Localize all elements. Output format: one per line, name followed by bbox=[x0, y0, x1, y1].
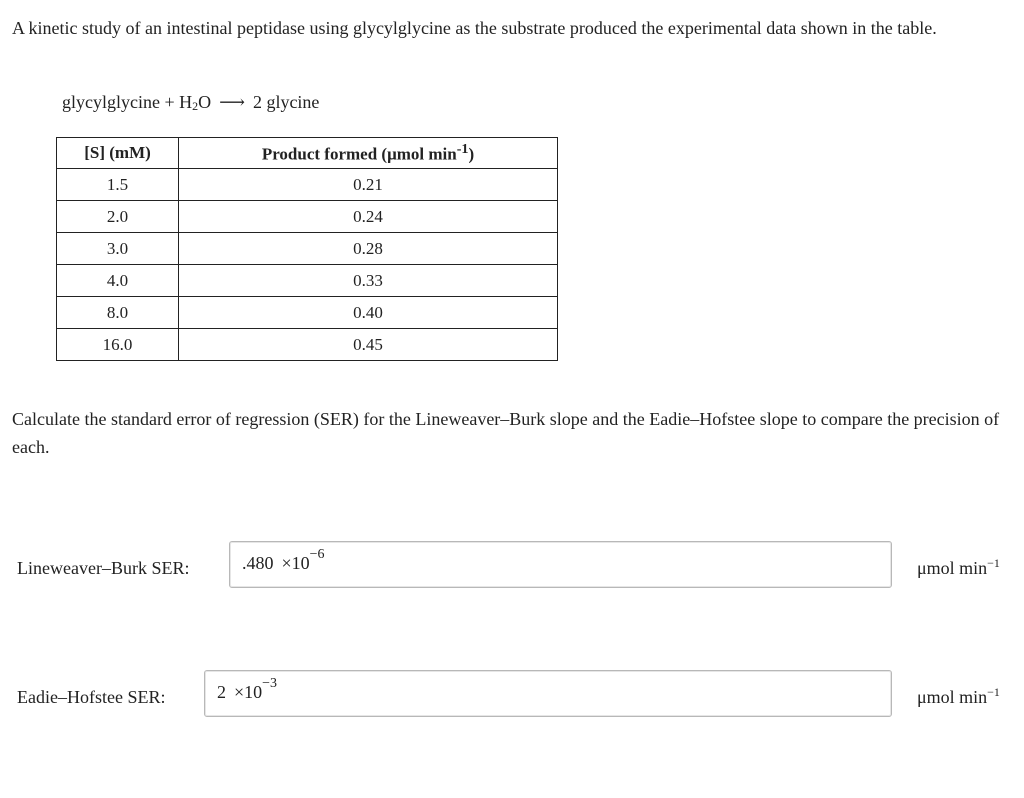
cell-product: 0.24 bbox=[179, 201, 558, 233]
lineweaver-burk-label: Lineweaver–Burk SER: bbox=[17, 558, 190, 578]
cell-substrate: 8.0 bbox=[57, 297, 179, 329]
equation-reactant-tail: O bbox=[198, 92, 212, 112]
equation-reactant: glycylglycine + H bbox=[62, 92, 193, 112]
eadie-hofstee-mantissa: 2 bbox=[217, 682, 226, 702]
eadie-hofstee-exponent: −3 bbox=[262, 676, 278, 691]
eadie-hofstee-label: Eadie–Hofstee SER: bbox=[17, 687, 166, 707]
cell-product: 0.28 bbox=[179, 233, 558, 265]
eadie-hofstee-unit bbox=[917, 685, 1000, 709]
eadie-hofstee-unit-text: μmol min bbox=[917, 687, 988, 707]
table-row bbox=[57, 201, 558, 233]
header-product-formed bbox=[179, 138, 558, 169]
equation-subscript: 2 bbox=[192, 99, 199, 113]
cell-substrate: 1.5 bbox=[57, 169, 179, 201]
lineweaver-burk-times: ×10 bbox=[281, 553, 310, 573]
reaction-arrow-icon: ⟶ bbox=[219, 92, 245, 112]
header-product-close: ) bbox=[468, 144, 475, 164]
problem-intro: A kinetic study of an intestinal peptidase using glycylglycine as the substrate produced the experimental data shown in the table. bbox=[12, 18, 937, 38]
lineweaver-burk-exponent: −6 bbox=[309, 547, 325, 562]
header-product-sup: -1 bbox=[456, 141, 469, 158]
cell-product: 0.21 bbox=[179, 169, 558, 201]
table-row bbox=[57, 329, 558, 361]
cell-product: 0.40 bbox=[179, 297, 558, 329]
lineweaver-burk-answer-value bbox=[242, 547, 325, 574]
eadie-hofstee-answer-value bbox=[217, 676, 278, 703]
eadie-hofstee-unit-sup: −1 bbox=[987, 685, 1000, 699]
table-row bbox=[57, 169, 558, 201]
lineweaver-burk-unit-sup: −1 bbox=[987, 556, 1000, 570]
table-row bbox=[57, 233, 558, 265]
kinetics-data-table bbox=[56, 137, 558, 361]
eadie-hofstee-times: ×10 bbox=[234, 682, 263, 702]
reaction-equation bbox=[62, 88, 319, 118]
table-row bbox=[57, 265, 558, 297]
cell-substrate: 16.0 bbox=[57, 329, 179, 361]
cell-substrate: 2.0 bbox=[57, 201, 179, 233]
cell-product: 0.45 bbox=[179, 329, 558, 361]
cell-substrate: 4.0 bbox=[57, 265, 179, 297]
cell-product: 0.33 bbox=[179, 265, 558, 297]
table-header-row bbox=[57, 138, 558, 169]
lineweaver-burk-unit-text: μmol min bbox=[917, 558, 988, 578]
question-text: Calculate the standard error of regression (SER) for the Lineweaver–Burk slope and the Eadie–Hofstee slope to compare the precision of each. bbox=[12, 409, 1000, 457]
header-product-text: Product formed (μmol min bbox=[261, 144, 457, 164]
table-row bbox=[57, 297, 558, 329]
lineweaver-burk-unit bbox=[917, 556, 1000, 580]
eadie-hofstee-answer-field[interactable] bbox=[204, 670, 892, 717]
equation-product: 2 glycine bbox=[252, 92, 320, 112]
cell-substrate: 3.0 bbox=[57, 233, 179, 265]
lineweaver-burk-mantissa: .480 bbox=[242, 553, 274, 573]
header-substrate-concentration: [S] (mM) bbox=[57, 138, 179, 169]
lineweaver-burk-answer-field[interactable] bbox=[229, 541, 892, 588]
